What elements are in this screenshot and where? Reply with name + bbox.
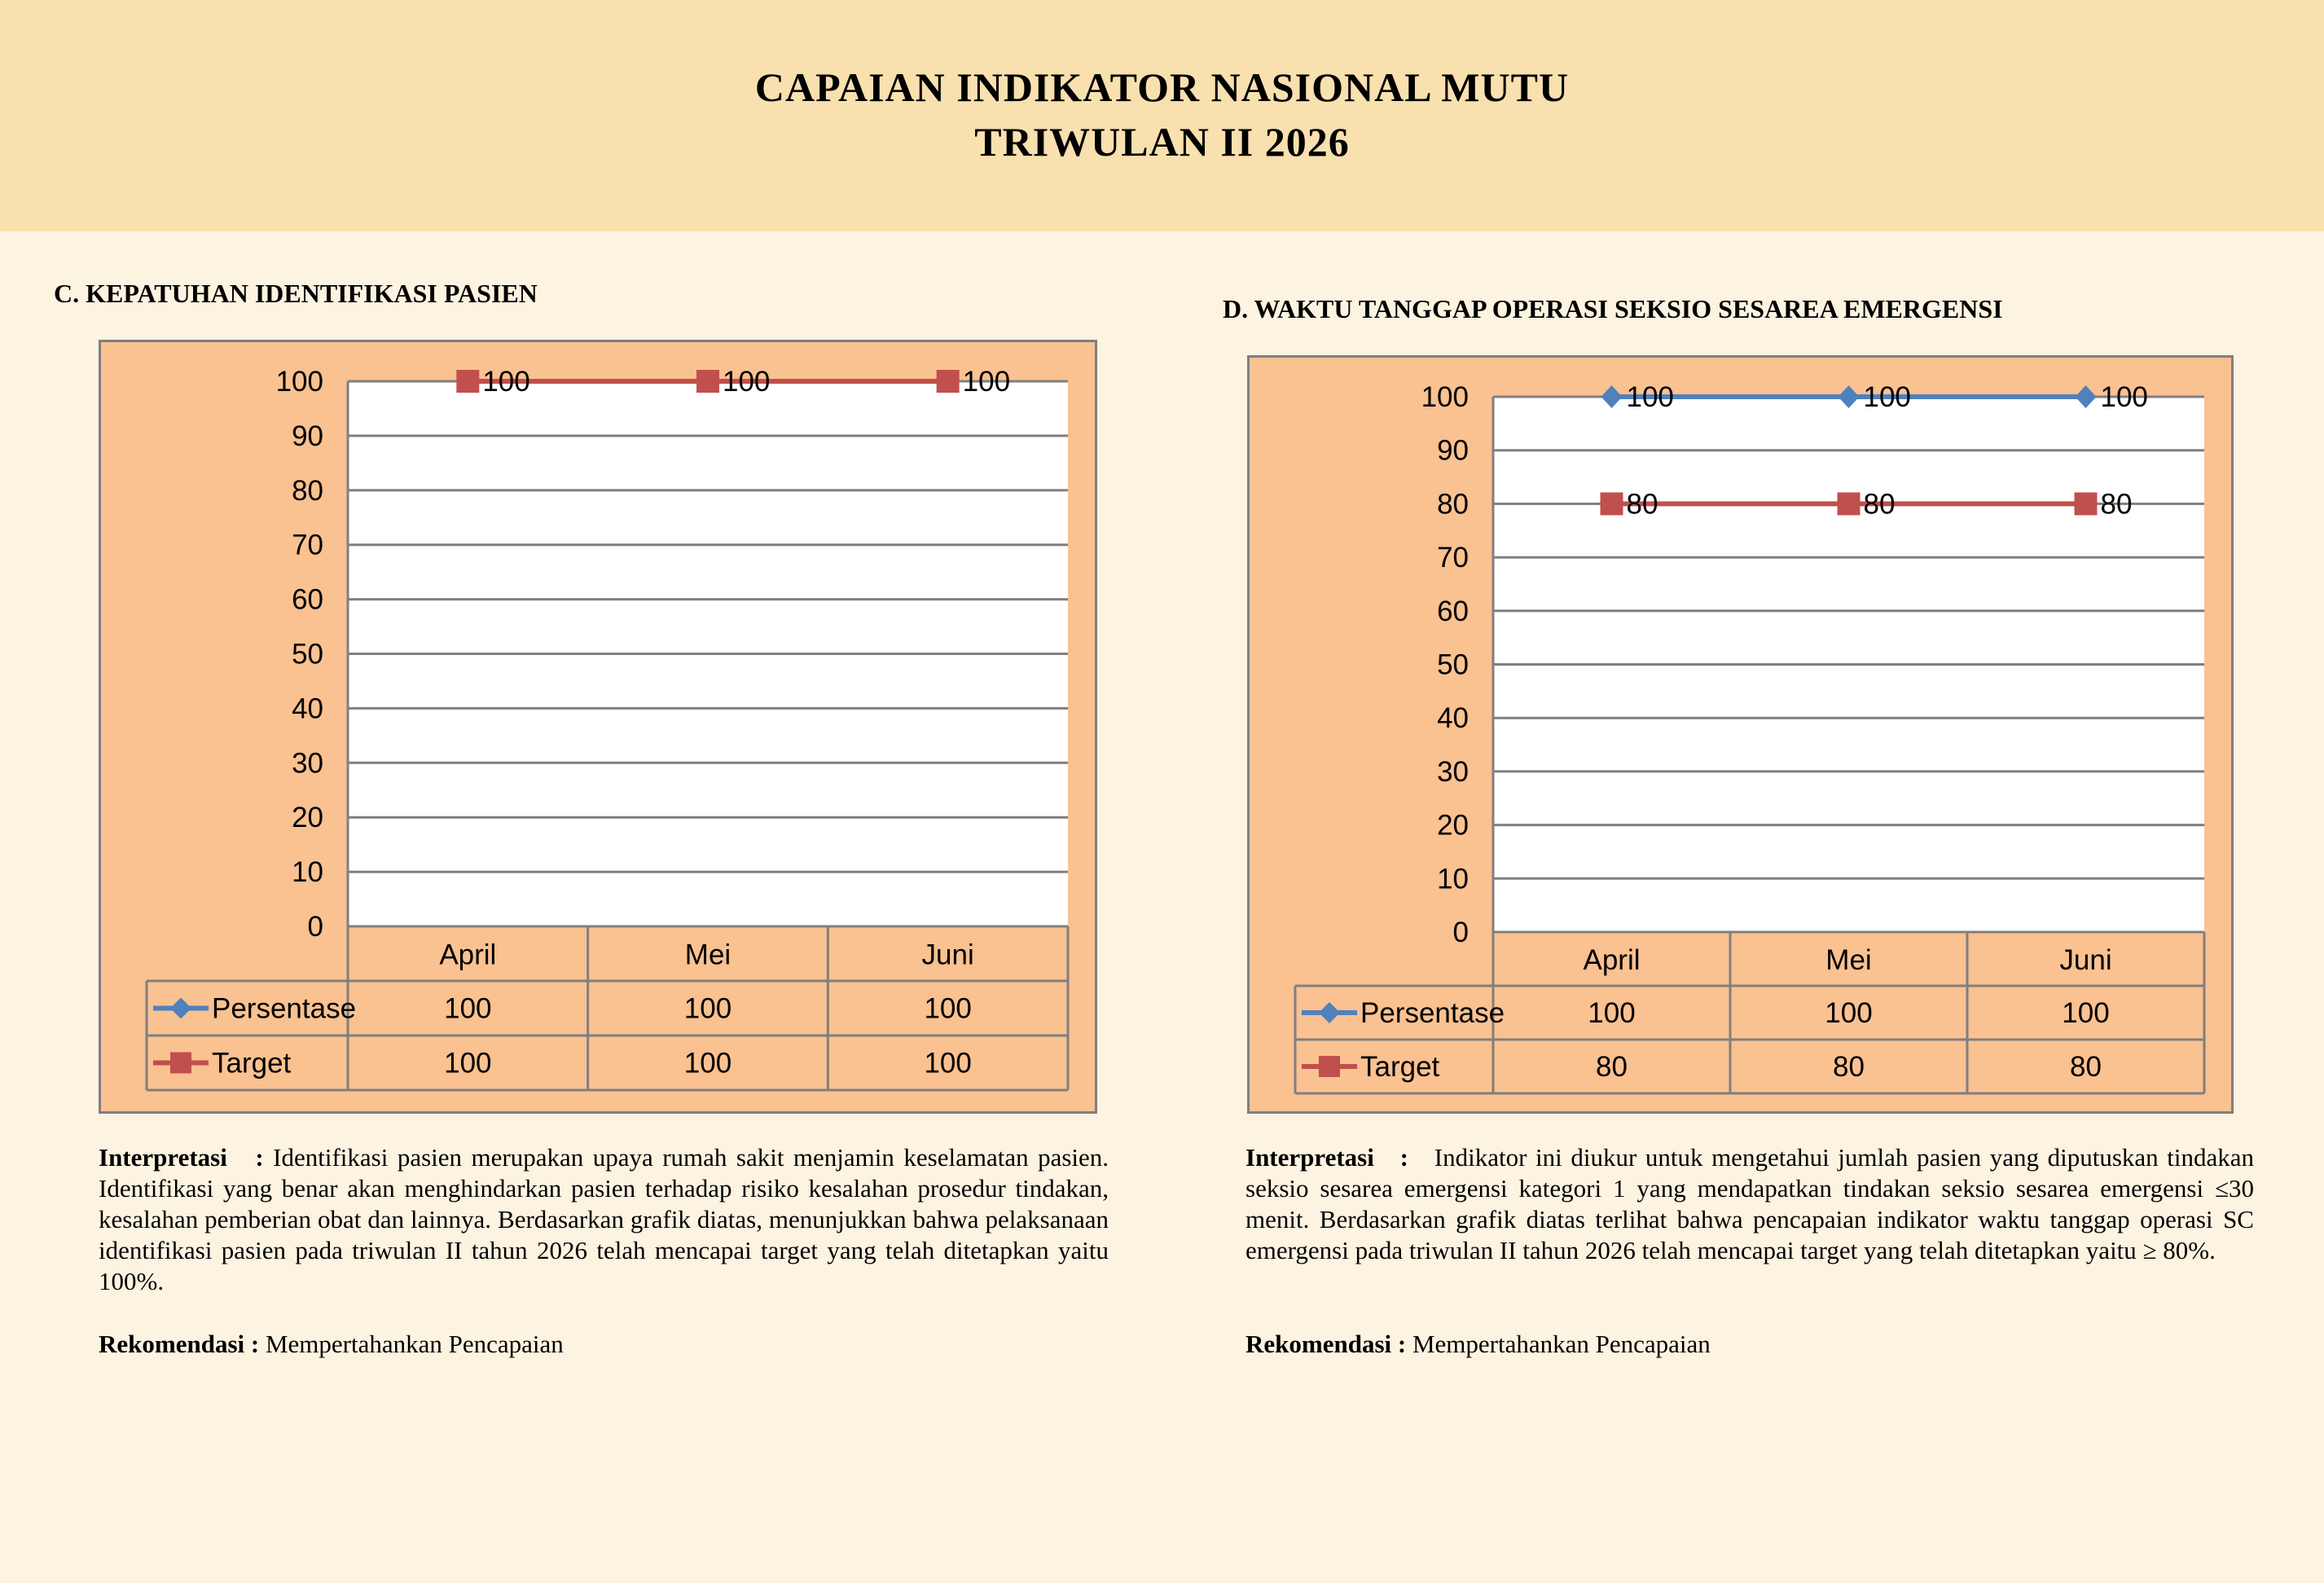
- chart-c-svg: [101, 342, 1095, 1111]
- legend-label-persentase: Persentase: [212, 992, 357, 1025]
- rekomendasi-label: Rekomendasi :: [1245, 1330, 1407, 1358]
- x-category-label: April: [1583, 944, 1641, 976]
- y-tick-label: 90: [292, 420, 323, 452]
- table-value: 80: [1833, 1051, 1865, 1083]
- data-point-target: [456, 370, 479, 393]
- y-tick-label: 10: [1437, 863, 1469, 895]
- data-label: 100: [482, 366, 530, 398]
- y-tick-label: 0: [307, 911, 323, 943]
- y-tick-label: 40: [292, 693, 323, 725]
- legend-marker-diamond: [170, 998, 191, 1019]
- y-tick-label: 30: [292, 747, 323, 780]
- y-tick-label: 90: [1437, 434, 1469, 467]
- section-d-interpretasi: Interpretasi : Indikator ini diukur untuk mengetahui jumlah pasien yang diputuskan tindakan seksio sesarea emergensi kategori 1 yang mendapatkan tindakan seksio sesarea emergensi ≤30 menit. Berdasarkan grafik diatas terlihat bahwa pencapaian indikator waktu tanggap operasi SC emergensi pada triwulan II tahun 2026 telah mencapai target yang telah ditetapkan yaitu ≥ 80%.: [1245, 1143, 2255, 1264]
- data-label: 100: [1626, 381, 1674, 413]
- table-value: 100: [683, 1047, 732, 1080]
- interpretasi-label: Interpretasi: [1245, 1143, 1374, 1172]
- data-label: 100: [1863, 381, 1911, 413]
- data-point-target: [937, 370, 960, 393]
- section-c-title: C. KEPATUHAN IDENTIFIKASI PASIEN: [54, 279, 538, 308]
- y-tick-label: 20: [292, 802, 323, 834]
- x-category-label: Juni: [2059, 944, 2112, 976]
- rekomendasi-label: Rekomendasi :: [99, 1330, 260, 1358]
- section-d-title: D. WAKTU TANGGAP OPERASI SEKSIO SESAREA EMERGENSI: [1223, 294, 2003, 323]
- data-point-target: [696, 370, 719, 393]
- interpretasi-text: Identifikasi pasien merupakan upaya rumah sakit menjamin keselamatan pasien. Identifikasi yang benar akan menghindarkan pasien terhadap risiko kesalahan prosedur tindakan, kesalahan pemberian obat dan lainnya. Berdasarkan grafik diatas, menunjukkan bahwa pelaksanaan identifikasi pasien pada triwulan II tahun 2026 telah mencapai target yang telah ditetapkan yaitu 100%.: [99, 1143, 1109, 1295]
- y-tick-label: 10: [292, 856, 323, 889]
- x-category-label: Mei: [1825, 944, 1872, 976]
- legend-marker-square: [170, 1053, 191, 1074]
- table-value: 80: [2070, 1051, 2102, 1083]
- table-value: 100: [444, 1047, 492, 1080]
- data-point-target: [2075, 492, 2098, 515]
- page-title-line1: CAPAIAN INDIKATOR NASIONAL MUTU: [754, 64, 1570, 110]
- y-tick-label: 80: [292, 474, 323, 507]
- y-tick-label: 0: [1452, 917, 1469, 948]
- interpretasi-label: Interpretasi: [99, 1143, 227, 1172]
- data-label: 80: [1863, 488, 1896, 521]
- table-value: 100: [444, 992, 492, 1025]
- table-value: 100: [924, 992, 972, 1025]
- table-value: 100: [1825, 997, 1873, 1029]
- section-d-rekomendasi: [1245, 1330, 1711, 1359]
- y-tick-label: 20: [1437, 809, 1469, 842]
- x-category-label: Juni: [921, 939, 974, 971]
- data-label: 80: [1626, 488, 1658, 521]
- legend-marker-square: [1319, 1056, 1340, 1077]
- data-point-target: [1838, 492, 1861, 515]
- data-point-target: [1601, 492, 1623, 515]
- data-label: 100: [962, 366, 1011, 398]
- legend-label-persentase: Persentase: [1360, 997, 1505, 1029]
- rekomendasi-text: Mempertahankan Pencapaian: [1412, 1330, 1711, 1358]
- y-tick-label: 60: [1437, 595, 1469, 627]
- data-label: 100: [723, 366, 771, 398]
- y-tick-label: 100: [275, 366, 323, 398]
- x-category-label: April: [439, 939, 497, 971]
- y-tick-label: 40: [1437, 702, 1469, 735]
- table-value: 100: [683, 992, 732, 1025]
- y-tick-label: 50: [1437, 649, 1469, 681]
- y-tick-label: 50: [292, 638, 323, 671]
- table-value: 100: [1588, 997, 1636, 1029]
- y-tick-label: 70: [292, 529, 323, 561]
- rekomendasi-text: Mempertahankan Pencapaian: [265, 1330, 564, 1358]
- table-value: 100: [2062, 997, 2110, 1029]
- legend-label-target: Target: [212, 1047, 292, 1080]
- y-tick-label: 60: [292, 583, 323, 616]
- table-value: 100: [924, 1047, 972, 1080]
- data-label: 100: [2100, 381, 2148, 413]
- data-label: 80: [2100, 488, 2133, 521]
- section-c-rekomendasi: [99, 1330, 564, 1359]
- y-tick-label: 80: [1437, 488, 1469, 521]
- header-banner: [0, 0, 2324, 231]
- interpretasi-text: Indikator ini diukur untuk mengetahui jumlah pasien yang diputuskan tindakan seksio sesarea emergensi kategori 1 yang mendapatkan tindakan seksio sesarea emergensi ≤30 menit. Berdasarkan grafik diatas terlihat bahwa pencapaian indikator waktu tanggap operasi SC emergensi pada triwulan II tahun 2026 telah mencapai target yang telah ditetapkan yaitu ≥ 80%.: [1245, 1143, 2255, 1264]
- chart-d: [1247, 355, 2234, 1114]
- section-c-interpretasi: Interpretasi : Identifikasi pasien merupakan upaya rumah sakit menjamin keselamatan pasien. Identifikasi yang benar akan menghindarkan pasien terhadap risiko kesalahan prosedur tindakan, kesalahan pemberian obat dan lainnya. Berdasarkan grafik diatas, menunjukkan bahwa pelaksanaan identifikasi pasien pada triwulan II tahun 2026 telah mencapai target yang telah ditetapkan yaitu 100%.: [99, 1143, 1109, 1295]
- page-title-line2: TRIWULAN II 2026: [974, 119, 1350, 165]
- x-category-label: Mei: [684, 939, 731, 971]
- y-tick-label: 30: [1437, 755, 1469, 788]
- y-tick-label: 100: [1421, 381, 1469, 413]
- table-value: 80: [1596, 1051, 1628, 1083]
- chart-d-svg: [1250, 358, 2231, 1111]
- y-tick-label: 70: [1437, 542, 1469, 574]
- legend-label-target: Target: [1360, 1051, 1440, 1083]
- legend-marker-diamond: [1319, 1002, 1340, 1023]
- chart-c: [99, 340, 1097, 1114]
